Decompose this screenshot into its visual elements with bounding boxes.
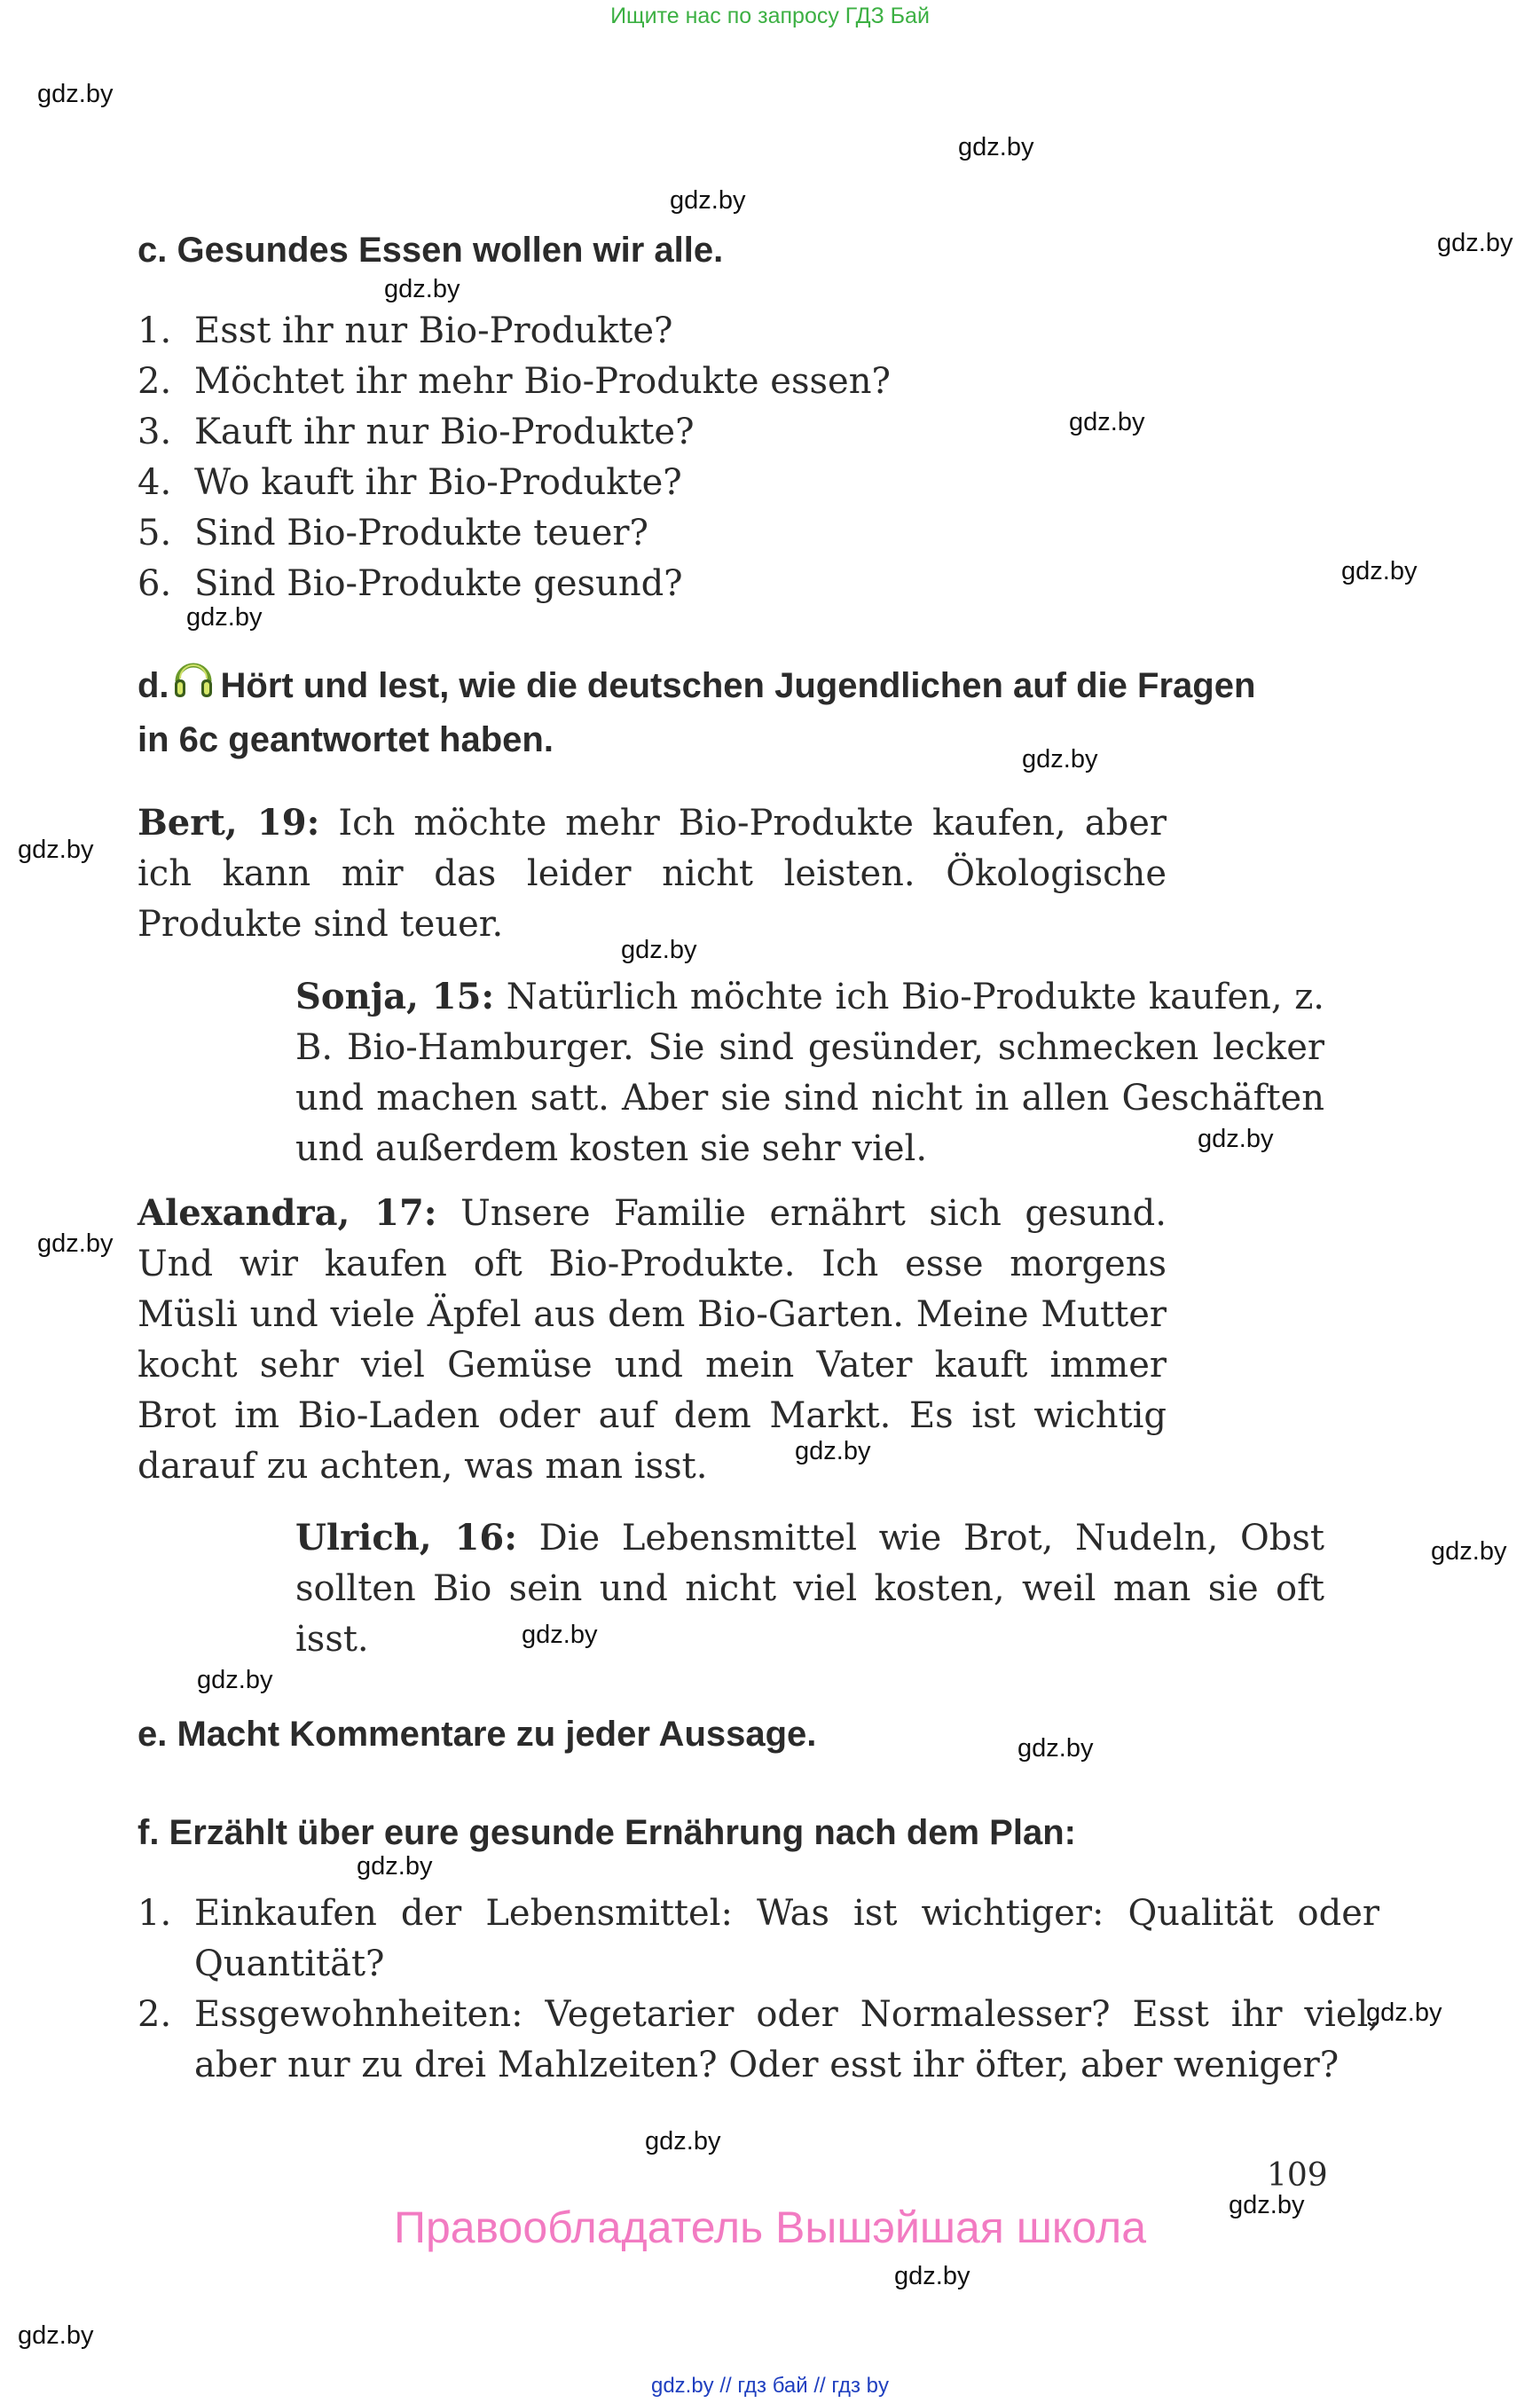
page-number: 109	[1267, 2157, 1328, 2194]
list-item-number: 3.	[138, 412, 172, 452]
watermark: gdz.by	[18, 836, 94, 864]
statement-alexandra	[138, 1188, 1167, 1492]
watermark: gdz.by	[186, 603, 263, 632]
speaker-name: Alexandra, 17:	[138, 1192, 437, 1234]
watermark: gdz.by	[1069, 408, 1145, 436]
watermark: gdz.by	[522, 1621, 598, 1649]
statement-bert	[138, 797, 1167, 950]
watermark: gdz.by	[1437, 229, 1513, 257]
watermark: gdz.by	[18, 2321, 94, 2350]
watermark: gdz.by	[1022, 745, 1098, 774]
list-item-number: 2.	[138, 1994, 172, 2035]
list-item-number: 6.	[138, 563, 172, 604]
list-item	[138, 306, 891, 357]
watermark: gdz.by	[1198, 1125, 1274, 1153]
watermark: gdz.by	[1366, 1999, 1442, 2027]
list-item	[138, 559, 891, 609]
speaker-name: Sonja, 15:	[295, 976, 495, 1017]
list-item-text: Möchtet ihr mehr Bio-Produkte essen?	[194, 361, 891, 402]
list-item-text: Sind Bio-Produkte gesund?	[194, 563, 683, 604]
list-item-number: 2.	[138, 361, 172, 402]
section-d-heading	[138, 655, 1255, 706]
watermark: gdz.by	[197, 1666, 273, 1694]
list-item-text: Einkaufen der Lebensmittel: Was ist wichtiger: Qualität oder Quantität?	[194, 1893, 1379, 1984]
list-item-text: Esst ihr nur Bio-Produkte?	[194, 310, 673, 351]
statement-text: Natürlich möchte ich Bio-Produkte kaufen, z. B. Bio-Hamburger. Sie sind gesünder, schmecken lecker und machen satt. Aber sie sind nicht in allen Geschäften und außerdem kosten sie sehr viel.	[295, 977, 1325, 1169]
section-c-list	[138, 306, 891, 609]
list-item	[138, 508, 891, 559]
list-item-text: Essgewohnheiten: Vegetarier oder Normalesser? Esst ihr viel, aber nur zu drei Mahlzeiten? Oder esst ihr öfter, aber weniger?	[194, 1994, 1379, 2085]
section-d-heading-line1: Hört und lest, wie die deutschen Jugendlichen auf die Fragen	[220, 666, 1256, 705]
speaker-name: Ulrich, 16:	[295, 1517, 518, 1559]
section-e-heading: e. Macht Kommentare zu jeder Aussage.	[138, 1715, 817, 1754]
watermark: gdz.by	[384, 275, 460, 303]
list-item-number: 1.	[138, 310, 172, 351]
watermark: gdz.by	[958, 133, 1034, 161]
watermark: gdz.by	[670, 186, 746, 215]
section-c-heading: c. Gesundes Essen wollen wir alle.	[138, 231, 724, 270]
copyright-notice: Правообладатель Вышэйшая школа	[394, 2203, 1146, 2252]
section-d-label: d.	[138, 666, 169, 705]
section-f-heading: f. Erzählt über eure gesunde Ernährung nach dem Plan:	[138, 1813, 1076, 1852]
section-f-list	[138, 1889, 1379, 2091]
top-banner[interactable]: Ищите нас по запросу ГДЗ Бай	[610, 4, 930, 28]
headphones-icon[interactable]	[173, 655, 214, 701]
list-item-text: Kauft ihr nur Bio-Produkte?	[194, 412, 695, 452]
watermark: gdz.by	[1341, 557, 1418, 585]
watermark: gdz.by	[357, 1852, 433, 1881]
statement-sonja	[295, 971, 1324, 1174]
watermark: gdz.by	[37, 80, 114, 108]
list-item-text: Sind Bio-Produkte teuer?	[194, 513, 648, 554]
footer-links[interactable]: gdz.by // гдз бай // гдз by	[650, 2374, 890, 2398]
list-item	[138, 458, 891, 508]
watermark: gdz.by	[621, 936, 697, 964]
list-item-number: 4.	[138, 462, 172, 503]
watermark: gdz.by	[1431, 1537, 1507, 1566]
watermark: gdz.by	[37, 1229, 114, 1258]
watermark: gdz.by	[795, 1437, 871, 1465]
watermark: gdz.by	[1018, 1734, 1094, 1763]
list-item	[138, 407, 891, 458]
statement-text: Ich möchte mehr Bio-Produkte kaufen, aber ich kann mir das leider nicht leisten. Ökologische Produkte sind teuer.	[138, 803, 1167, 945]
statement-text: Unsere Familie ernährt sich gesund. Und wir kaufen oft Bio-Produkte. Ich esse morgens Müsli und viele Äpfel aus dem Bio-Garten. Meine Mutter kocht sehr viel Gemüse und mein Vater kauft immer Brot im Bio-Laden oder auf dem Markt. Es ist wichtig darauf zu achten, was man isst.	[138, 1193, 1167, 1487]
list-item-number: 1.	[138, 1893, 172, 1934]
list-item-text: Wo kauft ihr Bio-Produkte?	[194, 462, 682, 503]
speaker-name: Bert, 19:	[138, 802, 320, 844]
list-item	[138, 1889, 1379, 1990]
section-d-heading-line2: in 6c geantwortet haben.	[138, 720, 554, 759]
watermark: gdz.by	[1229, 2191, 1305, 2219]
statement-text: Die Lebensmittel wie Brot, Nudeln, Obst sollten Bio sein und nicht viel kosten, weil man sie oft isst.	[295, 1518, 1324, 1660]
watermark: gdz.by	[894, 2262, 970, 2290]
watermark: gdz.by	[645, 2127, 721, 2156]
list-item	[138, 1990, 1379, 2091]
statement-ulrich	[295, 1512, 1324, 1665]
list-item-number: 5.	[138, 513, 172, 554]
list-item	[138, 357, 891, 407]
